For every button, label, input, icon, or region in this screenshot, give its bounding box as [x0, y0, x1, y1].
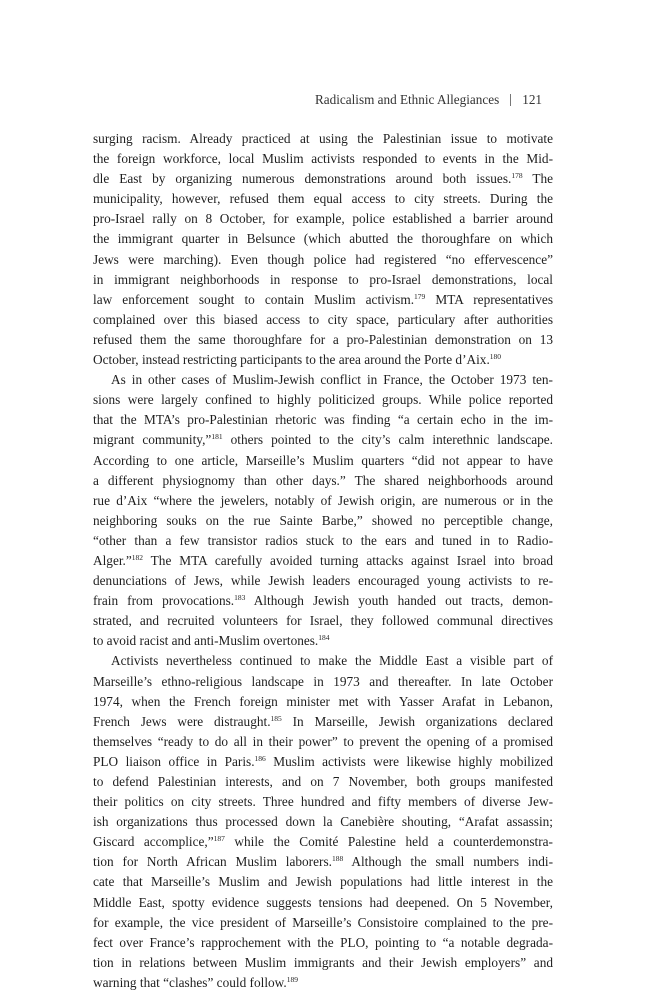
text-line: surging racism. Already practiced at using the Palestinian issue to motivate: [93, 131, 553, 146]
body-text: [93, 129, 553, 993]
footnote-ref[interactable]: 182: [131, 552, 144, 562]
text-line: their politics on city streets. Three hundred and fifty members of diverse Jew-: [93, 794, 553, 810]
footnote-ref[interactable]: 186: [254, 753, 266, 763]
text-line: a different physiognomy than other days.” The shared neighborhoods around: [93, 472, 553, 488]
footnote-ref[interactable]: 187: [213, 834, 225, 844]
text-line: ish organizations thus processed down la Canebière shouting, “Arafat assassin;: [93, 814, 553, 830]
paragraph: [93, 651, 553, 993]
paragraph: [93, 129, 553, 370]
text-line: cate that Marseille’s Muslim and Jewish populations had little interest in the: [93, 874, 553, 890]
text-line: law enforcement sought to contain Muslim activism.$^{179}$ MTA representatives: [93, 291, 553, 307]
text-line: that the MTA’s pro-Palestinian rhetoric was finding “a certain echo in the im-: [93, 412, 553, 428]
footnote-ref[interactable]: 179: [414, 291, 426, 301]
text-line: PLO liaison office in Paris.$^{186}$ Muslim activists were likewise highly mobilized: [93, 753, 553, 769]
footnote-ref[interactable]: 183: [234, 593, 246, 603]
text-line: sions were largely confined to highly politicized groups. While police reported: [93, 392, 553, 408]
text-line: rue d’Aix “where the jewelers, notably of Jewish origin, are numerous or in the: [93, 492, 553, 508]
text-line: fect over France’s rapprochement with the PLO, pointing to “a notable degrada-: [93, 934, 553, 950]
text-line: neighboring souks on the rue Sainte Barbe,” showed no perceptible change,: [93, 512, 553, 528]
paragraph: [93, 370, 553, 651]
text-line: denunciations of Jews, while Jewish leaders encouraged young activists to re-: [93, 573, 553, 589]
footnote-ref[interactable]: 181: [211, 432, 223, 442]
running-head: [315, 92, 542, 108]
footnote-ref[interactable]: 189: [286, 974, 298, 984]
text-line: Jews were marching). Even though police had registered “no effervescence”: [93, 251, 553, 267]
text-line: According to one article, Marseille’s Muslim quarters “did not appear to have: [93, 452, 553, 468]
text-line: themselves “ready to do all in their power” to prevent the opening of a promised: [93, 733, 553, 749]
text-line: migrant community,”$^{181}$ others pointed to the city’s calm interethnic landscape.: [93, 432, 553, 448]
text-line: French Jews were distraught.$^{185}$ In Marseille, Jewish organizations declared: [93, 713, 553, 729]
text-line: complained over this biased access to city space, particulary after authorities: [93, 311, 553, 327]
text-line: to defend Palestinian interests, and on 7 November, both groups manifested: [93, 774, 553, 789]
running-head-divider: [510, 94, 511, 106]
text-line: 1974, when the French foreign minister met with Yasser Arafat in Lebanon,: [93, 693, 553, 709]
footnote-ref[interactable]: 184: [318, 633, 330, 643]
text-line: refused them the same thoroughfare for a pro-Palestinian demonstration on 13: [93, 331, 553, 347]
text-line: Activists nevertheless continued to make the Middle East a visible part of: [111, 653, 553, 669]
text-line: pro-Israel rally on 8 October, for example, police established a barrier around: [93, 211, 553, 227]
text-line: “other than a few transistor radios stuck to the ears and tuned in to Radio-: [93, 532, 553, 548]
text-line: warning that “clashes” could follow.$^{189}$: [93, 974, 298, 990]
text-line: As in other cases of Muslim-Jewish conflict in France, the October 1973 ten-: [111, 372, 553, 388]
footnote-ref[interactable]: 188: [331, 854, 344, 864]
text-line: Middle East, spotty evidence suggests tensions had deepened. On 5 November,: [93, 894, 553, 910]
text-line: October, instead restricting participants to the area around the Porte d’Aix.$^{180}$: [93, 352, 502, 368]
text-line: to avoid racist and anti-Muslim overtones.$^{184}$: [93, 633, 330, 649]
text-line: municipality, however, refused them equal access to city streets. During the: [93, 191, 553, 207]
text-line: the immigrant quarter in Belsunce (which abutted the thoroughfare on which: [93, 231, 553, 247]
text-line: in immigrant neighborhoods in response to pro-Israel demonstrations, local: [93, 271, 553, 287]
text-line: frain from provocations.$^{183}$ Although Jewish youth handed out tracts, demon-: [93, 593, 553, 609]
text-line: strated, and recruited volunteers for Israel, they followed communal directives: [93, 613, 553, 629]
text-line: Giscard accomplice,”$^{187}$ while the Comité Palestine held a counterdemonstra-: [93, 834, 553, 850]
text-line: tion in relations between Muslim immigrants and their Jewish employers” and: [93, 954, 553, 970]
text-line: the foreign workforce, local Muslim activists responded to events in the Mid-: [93, 151, 553, 167]
text-line: Alger.”$^{182}$ The MTA carefully avoided turning attacks against Israel into broad: [93, 552, 553, 568]
text-line: for example, the vice president of Marseille’s Consistoire complained to the pre-: [93, 914, 553, 930]
footnote-ref[interactable]: 180: [489, 352, 502, 362]
footnote-ref[interactable]: 178: [511, 171, 523, 181]
text-line: tion for North African Muslim laborers.$^{188}$ Although the small numbers indi-: [93, 854, 553, 870]
running-head-title: Radicalism and Ethnic Allegiances: [315, 92, 500, 107]
text-line: dle East by organizing numerous demonstrations around both issues.$^{178}$ The: [93, 171, 553, 187]
footnote-ref[interactable]: 185: [270, 713, 282, 723]
page-number: 121: [522, 92, 542, 107]
text-line: Marseille’s ethno-religious landscape in 1973 and thereafter. In late October: [93, 673, 553, 689]
